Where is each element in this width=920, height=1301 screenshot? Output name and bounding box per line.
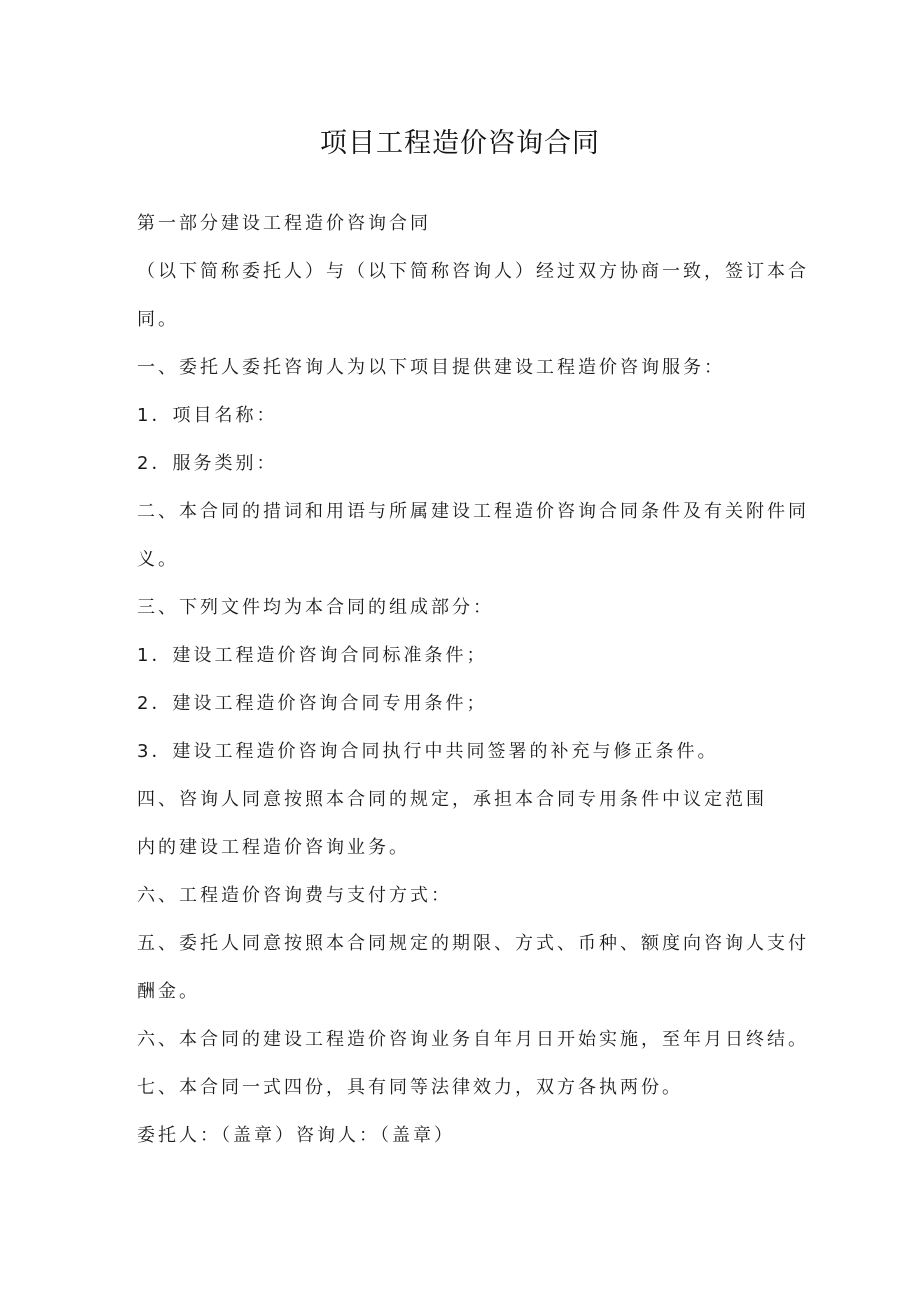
clause-three-item: 2．建设工程造价咨询合同专用条件； [137,693,488,714]
clause-five: 五、委托人同意按照本合同规定的期限、方式、币种、额度向咨询人支付 [137,933,809,954]
clause-four: 内的建设工程造价咨询业务。 [137,837,410,858]
clause-four: 四、咨询人同意按照本合同的规定，承担本合同专用条件中议定范围 [137,789,767,810]
clause-three-item: 1．建设工程造价咨询合同标准条件； [137,645,488,666]
clause-seven: 七、本合同一式四份，具有同等法律效力，双方各执两份。 [137,1077,683,1098]
clause-six: 六、本合同的建设工程造价咨询业务自年月日开始实施，至年月日终结。 [137,1029,809,1050]
clause-two: 二、本合同的措词和用语与所属建设工程造价咨询合同条件及有关附件同 [137,501,809,522]
parties-paragraph-line: （以下简称委托人）与（以下简称咨询人）经过双方协商一致，签订本合 [137,261,809,282]
clause-one: 一、委托人委托咨询人为以下项目提供建设工程造价咨询服务： [137,357,725,378]
clause-fee-payment: 六、工程造价咨询费与支付方式： [137,885,452,906]
parties-paragraph-line: 同。 [137,309,179,330]
clause-two: 义。 [137,549,179,570]
document-title: 项目工程造价咨询合同 [320,128,600,159]
service-category-field: 2．服务类别： [137,453,278,474]
clause-three-item: 3．建设工程造价咨询合同执行中共同签署的补充与修正条件。 [137,741,719,762]
project-name-field: 1．项目名称： [137,405,278,426]
section-heading-part-one: 第一部分建设工程造价咨询合同 [137,213,431,234]
clause-five: 酬金。 [137,981,200,1002]
document-body [137,200,809,1160]
signature-line: 委托人：（盖章）咨询人：（盖章） [137,1125,455,1146]
clause-three: 三、下列文件均为本合同的组成部分： [137,597,494,618]
